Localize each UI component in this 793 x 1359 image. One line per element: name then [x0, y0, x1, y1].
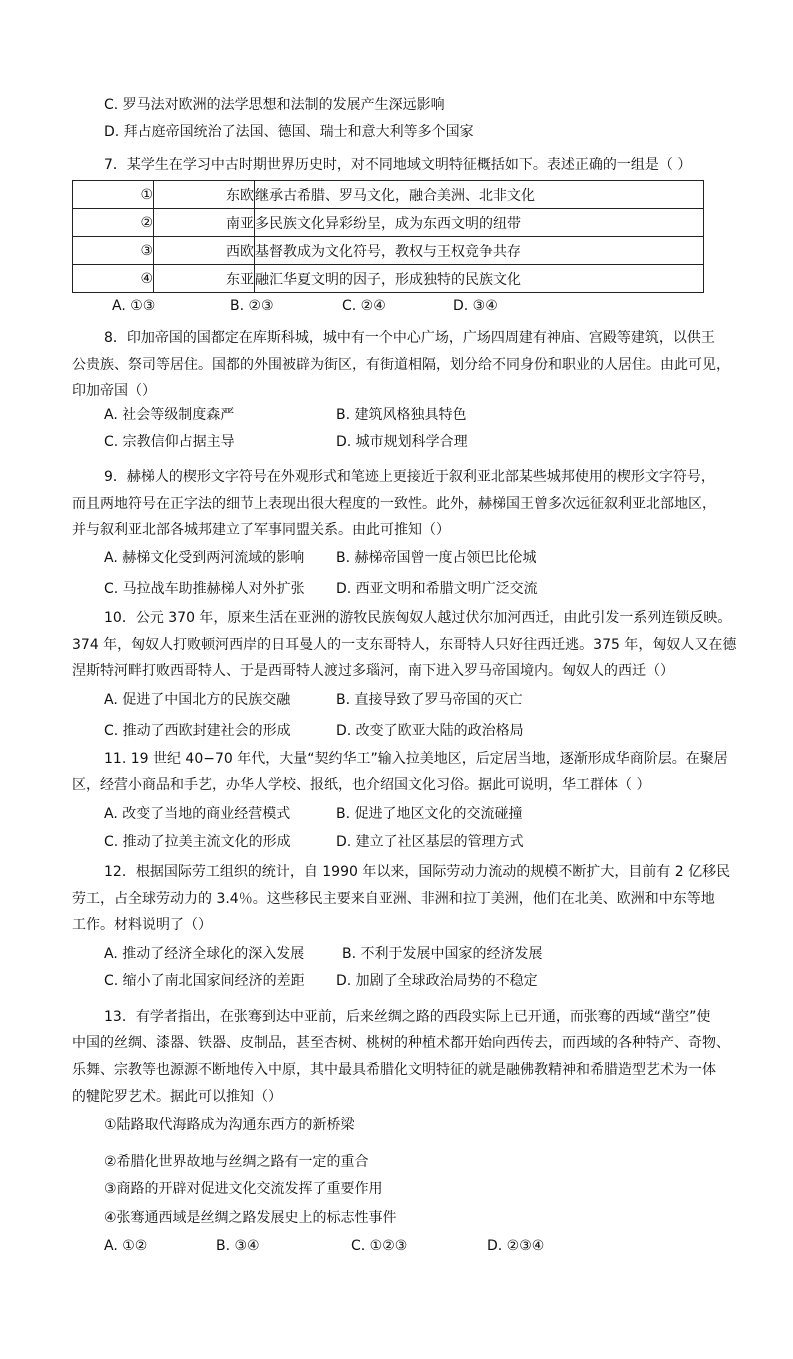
q9-option-d[interactable]: D. 西亚文明和希腊文明广泛交流 — [336, 581, 538, 597]
q13-statement-2: ②希腊化世界故地与丝绸之路有一定的重合 — [104, 1154, 369, 1170]
q8-stem-line1: 8．印加帝国的国都定在库斯科城，城中有一个中心广场，广场四周建有神庙、宫殿等建筑，以供王 — [104, 330, 715, 346]
q9-option-c[interactable]: C. 马拉战车助推赫梯人对外扩张 — [104, 581, 305, 597]
q11-option-b[interactable]: B. 促进了地区文化的交流碰撞 — [336, 806, 523, 822]
prev-option-d[interactable]: D. 拜占庭帝国统治了法国、德国、瑞士和意大利等多个国家 — [104, 124, 474, 140]
q7-option-a[interactable]: A. ①③ — [112, 298, 156, 314]
q12-option-d[interactable]: D. 加剧了全球政治局势的不稳定 — [336, 973, 538, 989]
q8-stem-line2: 公贵族、祭司等居住。国都的外围被辟为街区，有街道相隔，划分给不同身份和职业的人居住。由此可见， — [72, 357, 730, 373]
q9-option-a[interactable]: A. 赫梯文化受到两河流域的影响 — [104, 550, 305, 566]
q10-option-d[interactable]: D. 改变了欧亚大陆的政治格局 — [336, 723, 524, 739]
q7-option-d[interactable]: D. ③④ — [453, 298, 498, 314]
q12-stem-line1: 12．根据国际劳工组织的统计，自 1990 年以来，国际劳动力流动的规模不断扩大，目前有 2 亿移民 — [104, 864, 731, 880]
q12-stem-line3: 工作。材料说明了（） — [72, 917, 212, 933]
q9-option-b[interactable]: B. 赫梯帝国曾一度占领巴比伦城 — [336, 550, 537, 566]
table-row — [73, 181, 704, 209]
row-description: 融汇华夏文明的因子，形成独特的民族文化 — [255, 265, 704, 293]
q10-stem-line3: 涅斯特河畔打败西哥特人、于是西哥特人渡过多瑙河，南下进入罗马帝国境内。匈奴人的西迁（） — [72, 663, 674, 679]
q8-option-b[interactable]: B. 建筑风格独具特色 — [336, 407, 467, 423]
row-number: ④ — [73, 265, 154, 293]
row-number: ① — [73, 181, 154, 209]
q13-stem-line1: 13．有学者指出，在张骞到达中亚前，后来丝绸之路的西段实际上已开通，而张骞的西域“凿空”使 — [104, 1009, 711, 1025]
row-number: ③ — [73, 237, 154, 265]
table-row — [73, 209, 704, 237]
q10-stem-line1: 10．公元 370 年，原来生活在亚洲的游牧民族匈奴人越过伏尔加河西迁，由此引发一系列连锁反映。 — [104, 610, 732, 626]
q12-option-b[interactable]: B. 不利于发展中国家的经济发展 — [342, 946, 543, 962]
row-region: 东欧 — [154, 181, 255, 209]
q12-option-c[interactable]: C. 缩小了南北国家间经济的差距 — [104, 973, 305, 989]
q8-option-c[interactable]: C. 宗教信仰占据主导 — [104, 434, 235, 450]
q10-option-a[interactable]: A. 促进了中国北方的民族交融 — [104, 692, 291, 708]
q11-option-d[interactable]: D. 建立了社区基层的管理方式 — [336, 834, 524, 850]
q7-table — [72, 180, 704, 293]
q13-option-a[interactable]: A. ①② — [104, 1238, 148, 1254]
q10-option-c[interactable]: C. 推动了西欧封建社会的形成 — [104, 723, 291, 739]
q13-stem-line3: 乐舞、宗教等也源源不断地传入中原，其中最具希腊化文明特征的就是融佛教精神和希腊造型艺术为一体 — [72, 1062, 716, 1078]
prev-option-c[interactable]: C. 罗马法对欧洲的法学思想和法制的发展产生深远影响 — [104, 97, 445, 113]
q10-option-b[interactable]: B. 直接导致了罗马帝国的灭亡 — [336, 692, 523, 708]
q7-stem: 7．某学生在学习中古时期世界历史时，对不同地域文明特征概括如下。表述正确的一组是（ ） — [104, 157, 692, 173]
q11-stem-line2: 区，经营小商品和手艺，办华人学校、报纸，也介绍国文化习俗。据此可说明，华工群体（ ） — [72, 777, 651, 793]
q13-statement-1: ①陆路取代海路成为沟通东西方的新桥梁 — [104, 1117, 355, 1133]
q11-option-a[interactable]: A. 改变了当地的商业经营模式 — [104, 806, 291, 822]
q9-stem-line3: 并与叙利亚北部各城邦建立了军事同盟关系。由此可推知（） — [72, 522, 450, 538]
q11-option-c[interactable]: C. 推动了拉美主流文化的形成 — [104, 834, 291, 850]
q13-option-c[interactable]: C. ①②③ — [351, 1238, 408, 1254]
q13-statement-3: ③商路的开辟对促进文化交流发挥了重要作用 — [104, 1181, 383, 1197]
q13-option-d[interactable]: D. ②③④ — [487, 1238, 545, 1254]
row-description: 多民族文化异彩纷呈，成为东西文明的纽带 — [255, 209, 704, 237]
q13-option-b[interactable]: B. ③④ — [216, 1238, 260, 1254]
table-row — [73, 265, 704, 293]
table-row — [73, 237, 704, 265]
q13-statement-4: ④张骞通西域是丝绸之路发展史上的标志性事件 — [104, 1210, 397, 1226]
q7-option-c[interactable]: C. ②④ — [342, 298, 386, 314]
row-description: 继承古希腊、罗马文化，融合美洲、北非文化 — [255, 181, 704, 209]
q11-stem-line1: 11. 19 世纪 40−70 年代，大量“契约华工”输入拉美地区，后定居当地，逐渐形成华商阶层。在聚居 — [104, 751, 728, 767]
row-region: 东亚 — [154, 265, 255, 293]
q13-stem-line4: 的犍陀罗艺术。据此可以推知（） — [72, 1089, 282, 1105]
q9-stem-line2: 而且两地符号在正字法的细节上表现出很大程度的一致性。此外，赫梯国王曾多次远征叙利亚北部地区， — [72, 496, 716, 512]
row-region: 南亚 — [154, 209, 255, 237]
q7-option-b[interactable]: B. ②③ — [230, 298, 274, 314]
q9-stem-line1: 9．赫梯人的楔形文字符号在外观形式和笔迹上更接近于叙利亚北部某些城邦使用的楔形文字符号， — [104, 469, 715, 485]
q8-stem-line3: 印加帝国（） — [72, 383, 156, 399]
q12-option-a[interactable]: A. 推动了经济全球化的深入发展 — [104, 946, 305, 962]
q8-option-a[interactable]: A. 社会等级制度森严 — [104, 407, 235, 423]
row-description: 基督教成为文化符号，教权与王权竞争共存 — [255, 237, 704, 265]
row-region: 西欧 — [154, 237, 255, 265]
row-number: ② — [73, 209, 154, 237]
q12-stem-line2: 劳工，占全球劳动力的 3.4％。这些移民主要来自亚洲、非洲和拉丁美洲，他们在北美、欧洲和中东等地 — [72, 891, 715, 907]
q13-stem-line2: 中国的丝绸、漆器、铁器、皮制品，甚至杏树、桃树的种植术都开始向西传去，而西域的各种特产、奇物、 — [72, 1035, 730, 1051]
q10-stem-line2: 374 年，匈奴人打败顿河西岸的日耳曼人的一支东哥特人，东哥特人只好往西迁逃。375 年，匈奴人又在德 — [72, 637, 737, 653]
q8-option-d[interactable]: D. 城市规划科学合理 — [336, 434, 468, 450]
